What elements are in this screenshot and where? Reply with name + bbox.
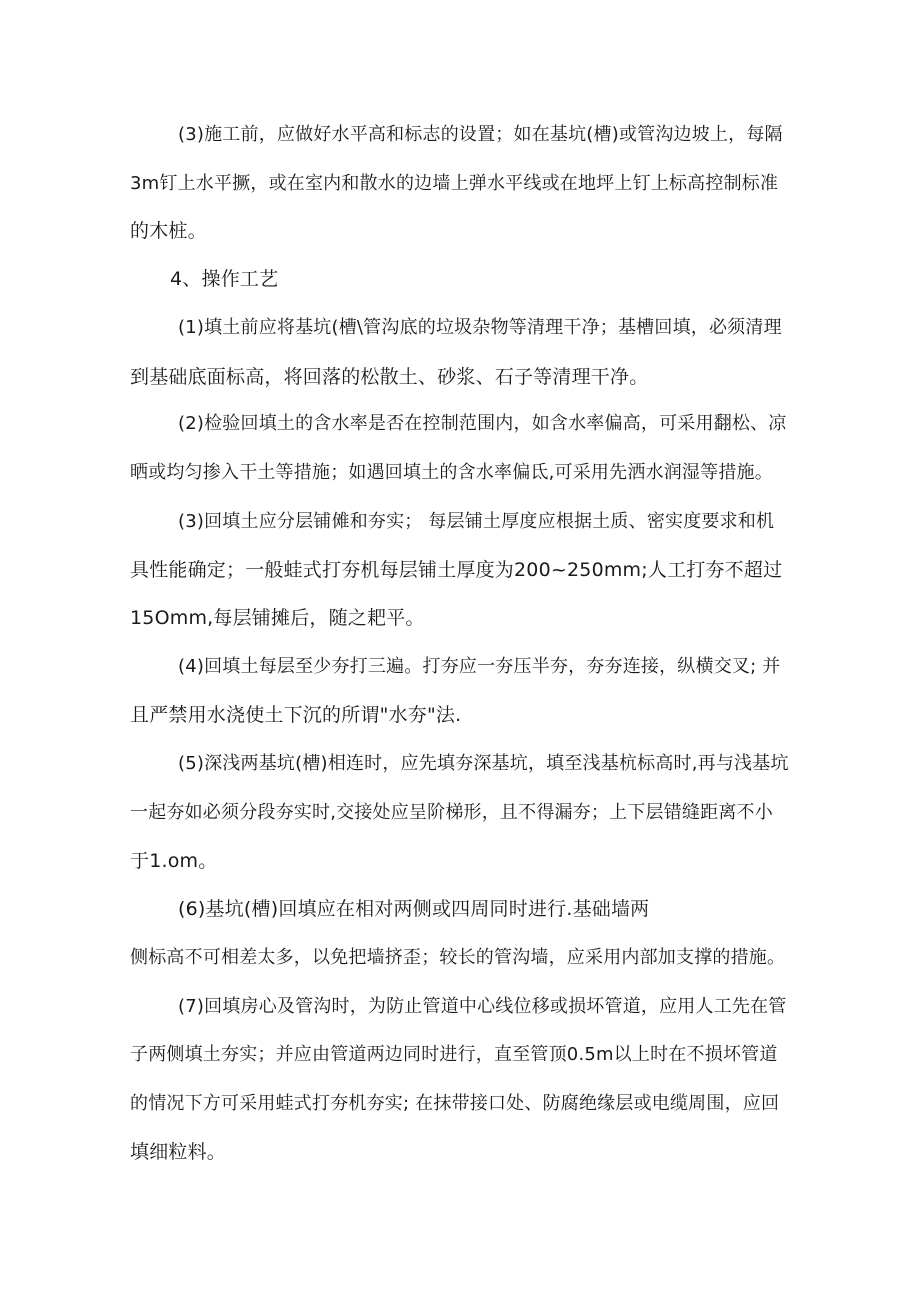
section-heading: 4、操作工艺 <box>170 268 279 290</box>
paragraph-line: 填细粒料。 <box>130 1141 227 1163</box>
paragraph-line: (1)填土前应将基坑(槽\管沟底的垃圾杂物等清理干净；基槽回填，必须清理 <box>178 317 782 338</box>
paragraph-line: 的木桩。 <box>130 220 207 242</box>
paragraph-line: (3)施工前，应做好水平高和标志的设置；如在基坑(槽)或管沟边坡上，每隔 <box>178 124 783 145</box>
paragraph-line: (7)回填房心及管沟时，为防止管道中心线位移或损坏管道，应用人工先在管 <box>178 996 787 1017</box>
paragraph-line: 且严禁用水浇使土下沉的所谓"水夯"法. <box>130 704 462 726</box>
paragraph-line: 一起夯如必须分段夯实时,交接处应呈阶梯形，且不得漏夯；上下层错缝距离不小 <box>130 802 773 823</box>
paragraph-line: 于1.om。 <box>130 850 218 872</box>
paragraph-line: (5)深浅两基坑(槽)相连时，应先填夯深基坑，填至浅基杭标高时,再与浅基坑 <box>178 753 789 774</box>
paragraph-line: 侧标高不可相差太多，以免把墙挤歪；较长的管沟墙，应采用内部加支撑的措施。 <box>130 947 786 968</box>
paragraph-line: 晒或均匀掺入干土等措施；如遇回填土的含水率偏氐,可采用先洒水润湿等措施。 <box>130 462 773 483</box>
paragraph-line: 具性能确定；一般蛙式打夯机每层铺土厚度为200~250mm;人工打夯不超过 <box>130 559 783 581</box>
paragraph-line: 子两侧填土夯实；并应由管道两边同时进行，直至管顶0.5m以上时在不损坏管道 <box>130 1044 778 1065</box>
paragraph-line: (6)基坑(槽)回填应在相对两侧或四周同时进行.基础墙两 <box>178 898 650 920</box>
paragraph-line: 的情况下方可采用蛙式打夯机夯实; 在抹带接口处、防腐绝缘层或电缆周围，应回 <box>130 1093 780 1114</box>
paragraph-line: 到基础底面标高，将回落的松散土、砂浆、石子等清理干净。 <box>130 366 649 388</box>
paragraph-line: (2)检验回填土的含水率是否在控制范围内，如含水率偏高，可采用翻松、凉 <box>178 413 787 434</box>
paragraph-line: 3m钉上水平撅，或在室内和散水的边墙上弹水平线或在地坪上钉上标高控制标准 <box>130 173 779 194</box>
paragraph-line: (4)回填土每层至少夯打三遍。打夯应一夯压半夯，夯夯连接，纵横交叉; 并 <box>178 656 781 677</box>
paragraph-line: (3)回填土应分层铺傩和夯实； 每层铺土厚度应根据土质、密实度要求和机 <box>178 511 775 532</box>
paragraph-line: 15Omm,每层铺摊后，随之耙平。 <box>130 607 425 629</box>
